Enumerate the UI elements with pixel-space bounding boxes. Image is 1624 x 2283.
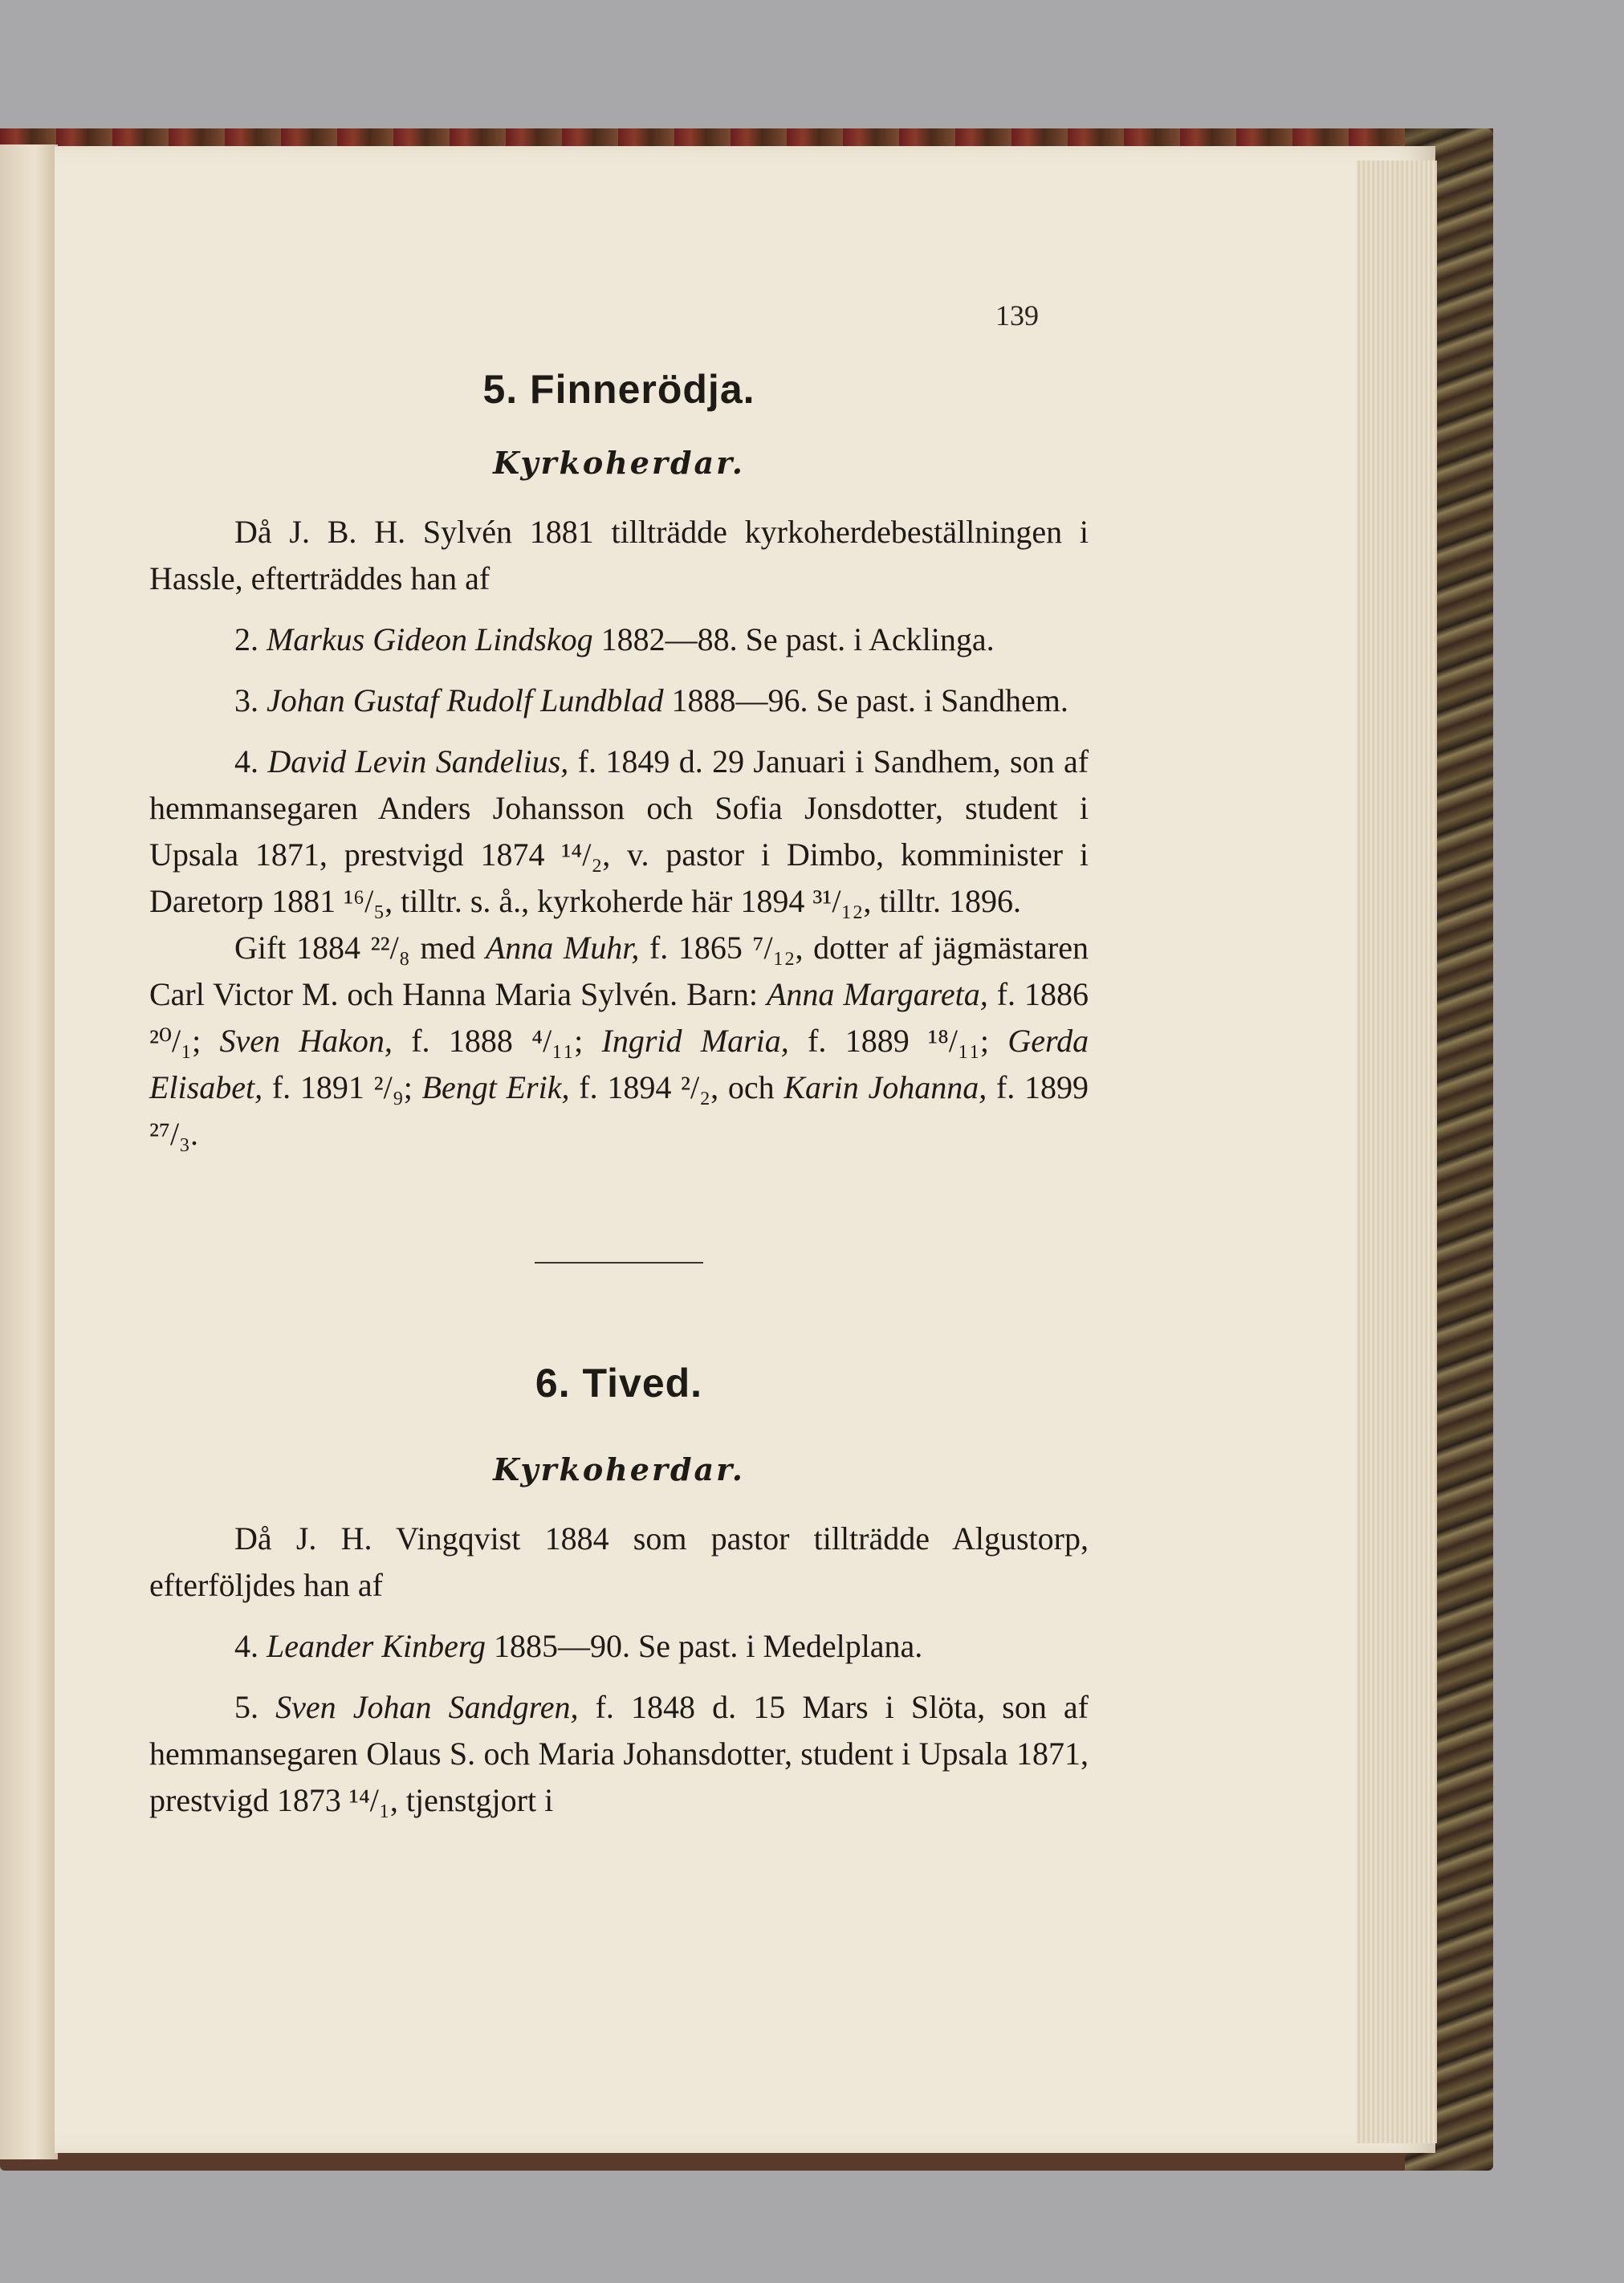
entry-4	[149, 739, 1089, 925]
marriage-paragraph	[149, 925, 1089, 1158]
entry-number: 2.	[234, 621, 258, 657]
child-name: Karin Johanna,	[784, 1069, 987, 1105]
child-name: Ingrid Maria,	[601, 1023, 789, 1059]
entry-text: f. 1848 d. 15 Mars i Slöta, son af hemmansegaren Olaus S. och Maria Johansdotter, student i Upsala 1871, prestvigd 1873 ¹⁴/₁, tjenstgjort i	[149, 1689, 1089, 1818]
child-date: f. 1891 ²/₉;	[271, 1069, 413, 1105]
entry-name: Sven Johan Sandgren,	[275, 1689, 579, 1725]
child-name: Anna Margareta,	[766, 976, 988, 1012]
entry-text: 1885—90. Se past. i Medelplana.	[493, 1628, 923, 1664]
intro-paragraph: Då J. B. H. Sylvén 1881 tillträdde kyrkoherdebeställningen i Hassle, efterträddes han af	[149, 514, 1089, 596]
section-heading-kyrkoherdar-2: Kyrkoherdar.	[493, 1451, 745, 1487]
section-heading-kyrkoherdar: Kyrkoherdar.	[493, 445, 745, 481]
section-title-tived: 6. Tived.	[535, 1361, 703, 1406]
entry-5-tived	[149, 1684, 1089, 1824]
page-content	[149, 289, 1089, 1824]
entry-text: 1882—88. Se past. i Acklinga.	[600, 621, 995, 657]
child-date: f. 1899 ²⁷/₃.	[149, 1069, 1089, 1152]
entry-name: David Levin Sandelius,	[267, 743, 569, 779]
child-date: f. 1889 ¹⁸/₁₁;	[808, 1023, 990, 1059]
entry-text: 1888—96. Se past. i Sandhem.	[671, 682, 1068, 718]
page-stack-edges	[1357, 161, 1437, 2143]
marriage-text: f. 1865 ⁷/₁₂, dotter af jägmästaren Carl Victor M. och Hanna Maria Sylvén. Barn:	[149, 930, 1089, 1012]
page-number: 139	[995, 299, 1039, 332]
entry-3	[149, 678, 1089, 724]
child-date: f. 1886 ²⁰/₁;	[149, 976, 1089, 1059]
left-page-edge	[0, 144, 58, 2159]
marriage-lead: Gift 1884 ²²/₈ med	[234, 930, 476, 966]
entry-number: 4.	[234, 743, 258, 779]
entry-number: 5.	[234, 1689, 258, 1725]
entry-2	[149, 617, 1089, 663]
child-date: f. 1894 ²/₂, och	[579, 1069, 775, 1105]
intro-paragraph-2: Då J. H. Vingqvist 1884 som pastor tillträdde Algustorp, efterföljdes han af	[149, 1520, 1089, 1603]
spouse-name: Anna Muhr,	[485, 930, 640, 966]
entry-number: 3.	[234, 682, 258, 718]
child-name: Gerda Elisabet,	[149, 1023, 1089, 1105]
entry-text: f. 1849 d. 29 Januari i Sandhem, son af hemmansegaren Anders Johansson och Sofia Jonsdotter, student i Upsala 1871, prestvigd 1874 ¹⁴/₂, v. pastor i Dimbo, komminister i Daretorp 1881 ¹⁶/₅, tilltr. s. å., kyrkoherde här 1894 ³¹/₁₂, tilltr. 1896.	[149, 743, 1089, 919]
entry-name: Markus Gideon Lindskog	[267, 621, 593, 657]
entry-number: 4.	[234, 1628, 258, 1664]
entry-4-tived	[149, 1623, 1089, 1670]
child-name: Bengt Erik,	[421, 1069, 570, 1105]
entry-name: Johan Gustaf Rudolf Lundblad	[267, 682, 664, 718]
entry-name: Leander Kinberg	[267, 1628, 486, 1664]
child-name: Sven Hakon,	[219, 1023, 393, 1059]
section-title-finnerodja: 5. Finnerödja.	[482, 367, 755, 412]
child-date: f. 1888 ⁴/₁₁;	[411, 1023, 584, 1059]
